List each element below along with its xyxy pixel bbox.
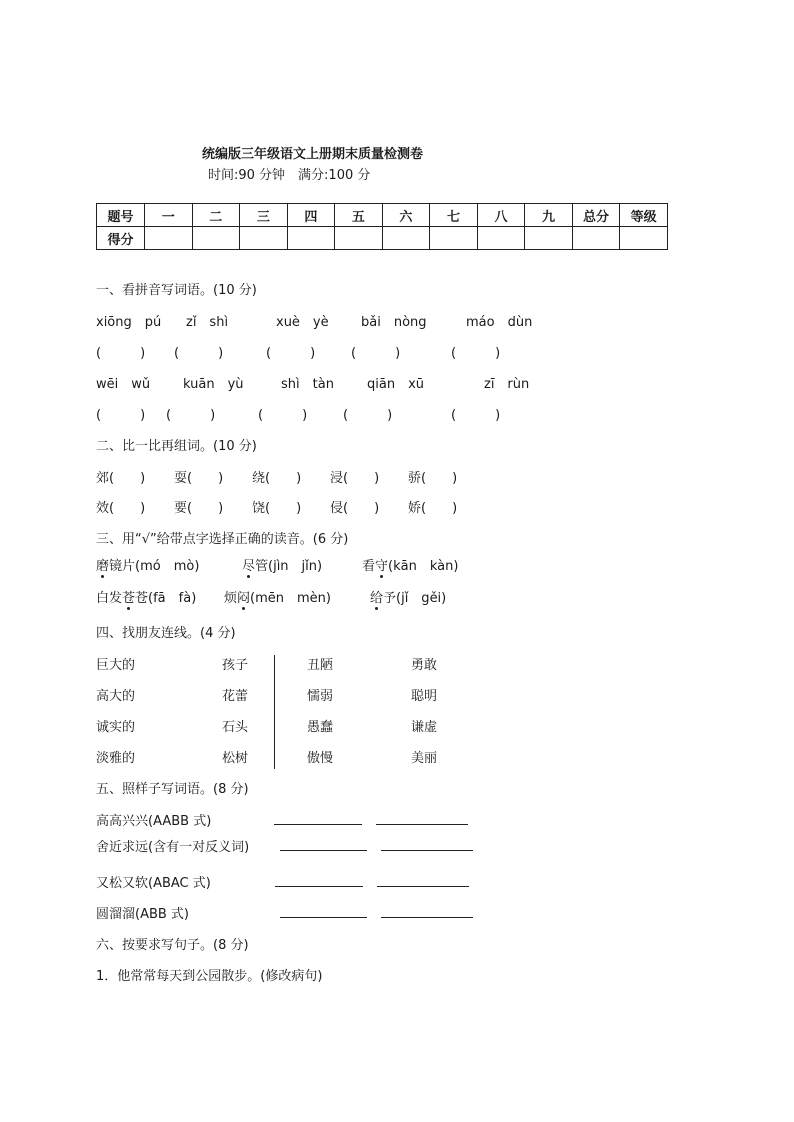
score-cell: 五 xyxy=(335,204,383,227)
answer-blank[interactable]: ( ) xyxy=(96,346,146,361)
answer-blank[interactable]: ( ) xyxy=(343,408,393,423)
score-input-cell[interactable] xyxy=(572,227,620,250)
pinyin-item: qiān xū xyxy=(367,377,425,392)
pinyin-item: shì tàn xyxy=(281,377,334,392)
dotted-character: 闷 xyxy=(237,587,250,606)
score-input-cell[interactable] xyxy=(430,227,478,250)
match-word[interactable]: 谦虚 xyxy=(411,720,438,735)
match-word[interactable]: 淡雅的 xyxy=(96,751,136,766)
match-word[interactable]: 石头 xyxy=(222,720,249,735)
answer-line[interactable] xyxy=(381,917,473,918)
exam-time-and-score: 时间:90 分钟 满分:100 分 xyxy=(208,168,371,183)
section-3-heading: 三、用“√”给带点字选择正确的读音。(6 分) xyxy=(96,532,349,547)
answer-line[interactable] xyxy=(274,824,362,825)
score-cell: 八 xyxy=(477,204,525,227)
example-word: 舍近求远(含有一对反义词) xyxy=(96,840,250,855)
divider-line xyxy=(274,655,275,769)
pinyin-item: máo dùn xyxy=(466,315,533,330)
match-word[interactable]: 诚实的 xyxy=(96,720,136,735)
section-2-heading: 二、比一比再组词。(10 分) xyxy=(96,439,257,454)
score-cell: 六 xyxy=(382,204,430,227)
score-cell: 一 xyxy=(145,204,193,227)
answer-line[interactable] xyxy=(280,917,367,918)
plain-text: (mēn mèn) xyxy=(250,591,331,606)
score-table-header-row xyxy=(97,204,668,227)
compare-word-item[interactable]: 郊( ) xyxy=(96,471,146,486)
match-word[interactable]: 巨大的 xyxy=(96,658,136,673)
answer-blank[interactable]: ( ) xyxy=(451,346,501,361)
pinyin-item: wēi wǔ xyxy=(96,377,151,392)
answer-blank[interactable]: ( ) xyxy=(174,346,224,361)
compare-word-item[interactable]: 效( ) xyxy=(96,501,146,516)
score-cell: 七 xyxy=(430,204,478,227)
match-word[interactable]: 勇敢 xyxy=(411,658,438,673)
score-cell: 题号 xyxy=(97,204,145,227)
compare-word-item[interactable]: 耍( ) xyxy=(174,471,224,486)
pronunciation-item[interactable] xyxy=(96,587,196,606)
plain-text: 予(jǐ gěi) xyxy=(383,591,447,606)
match-word[interactable]: 松树 xyxy=(222,751,249,766)
dotted-character: 守 xyxy=(375,555,388,574)
example-word: 圆溜溜(ABB 式) xyxy=(96,907,190,922)
score-cell: 总分 xyxy=(572,204,620,227)
dotted-character: 给 xyxy=(370,587,383,606)
score-input-cell[interactable] xyxy=(240,227,288,250)
match-word[interactable]: 傲慢 xyxy=(307,751,334,766)
pinyin-item: kuān yù xyxy=(183,377,244,392)
pinyin-item: zī rùn xyxy=(484,377,530,392)
answer-blank[interactable]: ( ) xyxy=(258,408,308,423)
score-input-cell[interactable] xyxy=(145,227,193,250)
score-input-cell[interactable] xyxy=(382,227,430,250)
section-6-heading: 六、按要求写句子。(8 分) xyxy=(96,938,249,953)
score-cell: 等级 xyxy=(620,204,668,227)
pronunciation-item[interactable] xyxy=(370,587,446,606)
score-input-cell[interactable] xyxy=(287,227,335,250)
plain-text: 苍(fā fà) xyxy=(135,591,197,606)
match-word[interactable]: 高大的 xyxy=(96,689,136,704)
answer-blank[interactable]: ( ) xyxy=(266,346,316,361)
score-table xyxy=(96,203,668,250)
plain-text: 烦 xyxy=(224,591,238,606)
score-cell: 三 xyxy=(240,204,288,227)
section-1-heading: 一、看拼音写词语。(10 分) xyxy=(96,283,257,298)
dotted-character: 尽 xyxy=(242,555,255,574)
score-input-cell[interactable] xyxy=(620,227,668,250)
example-word: 又松又软(ABAC 式) xyxy=(96,876,211,891)
answer-line[interactable] xyxy=(381,850,473,851)
compare-word-item[interactable]: 侵( ) xyxy=(330,501,380,516)
score-input-cell[interactable] xyxy=(192,227,240,250)
score-input-cell[interactable] xyxy=(477,227,525,250)
match-word[interactable]: 懦弱 xyxy=(307,689,334,704)
match-word[interactable]: 丑陋 xyxy=(307,658,334,673)
score-cell: 四 xyxy=(287,204,335,227)
section-4-heading: 四、找朋友连线。(4 分) xyxy=(96,626,236,641)
plain-text: 管(jìn jǐn) xyxy=(255,559,323,574)
pronunciation-item[interactable] xyxy=(224,587,331,606)
answer-line[interactable] xyxy=(377,886,469,887)
pronunciation-item[interactable] xyxy=(362,555,458,574)
compare-word-item[interactable]: 饶( ) xyxy=(252,501,302,516)
section-5-heading: 五、照样子写词语。(8 分) xyxy=(96,782,249,797)
match-word[interactable]: 美丽 xyxy=(411,751,438,766)
plain-text: 白发 xyxy=(96,591,123,606)
pinyin-item: bǎi nòng xyxy=(361,315,427,330)
compare-word-item[interactable]: 要( ) xyxy=(174,501,224,516)
dotted-character: 苍 xyxy=(122,587,135,606)
answer-blank[interactable]: ( ) xyxy=(451,408,501,423)
compare-word-item[interactable]: 绕( ) xyxy=(252,471,302,486)
plain-text: (kān kàn) xyxy=(388,559,459,574)
answer-line[interactable] xyxy=(275,886,363,887)
question-1: 1．他常常每天到公园散步。(修改病句) xyxy=(96,969,323,984)
plain-text: 镜片(mó mò) xyxy=(109,559,200,574)
answer-blank[interactable]: ( ) xyxy=(351,346,401,361)
answer-blank[interactable]: ( ) xyxy=(166,408,216,423)
compare-word-item[interactable]: 骄( ) xyxy=(408,471,458,486)
score-cell: 九 xyxy=(525,204,573,227)
match-word[interactable]: 聪明 xyxy=(411,689,438,704)
score-cell: 得分 xyxy=(97,227,145,250)
match-word[interactable]: 愚蠢 xyxy=(307,720,334,735)
match-word[interactable]: 花蕾 xyxy=(222,689,249,704)
pronunciation-item[interactable] xyxy=(96,555,199,574)
score-cell: 二 xyxy=(192,204,240,227)
match-word[interactable]: 孩子 xyxy=(222,658,249,673)
answer-line[interactable] xyxy=(280,850,367,851)
score-table-score-row xyxy=(97,227,668,250)
pinyin-item: xiōng pú xyxy=(96,315,162,330)
pinyin-item: xuè yè xyxy=(276,315,329,330)
example-word: 高高兴兴(AABB 式) xyxy=(96,814,212,829)
answer-blank[interactable]: ( ) xyxy=(96,408,146,423)
pronunciation-item[interactable] xyxy=(242,555,322,574)
score-input-cell[interactable] xyxy=(335,227,383,250)
dotted-character: 磨 xyxy=(96,555,109,574)
compare-word-item[interactable]: 娇( ) xyxy=(408,501,458,516)
plain-text: 看 xyxy=(362,559,376,574)
score-input-cell[interactable] xyxy=(525,227,573,250)
pinyin-item: zǐ shì xyxy=(186,315,229,330)
answer-line[interactable] xyxy=(376,824,468,825)
compare-word-item[interactable]: 浸( ) xyxy=(330,471,380,486)
page-title: 统编版三年级语文上册期末质量检测卷 xyxy=(202,147,424,162)
